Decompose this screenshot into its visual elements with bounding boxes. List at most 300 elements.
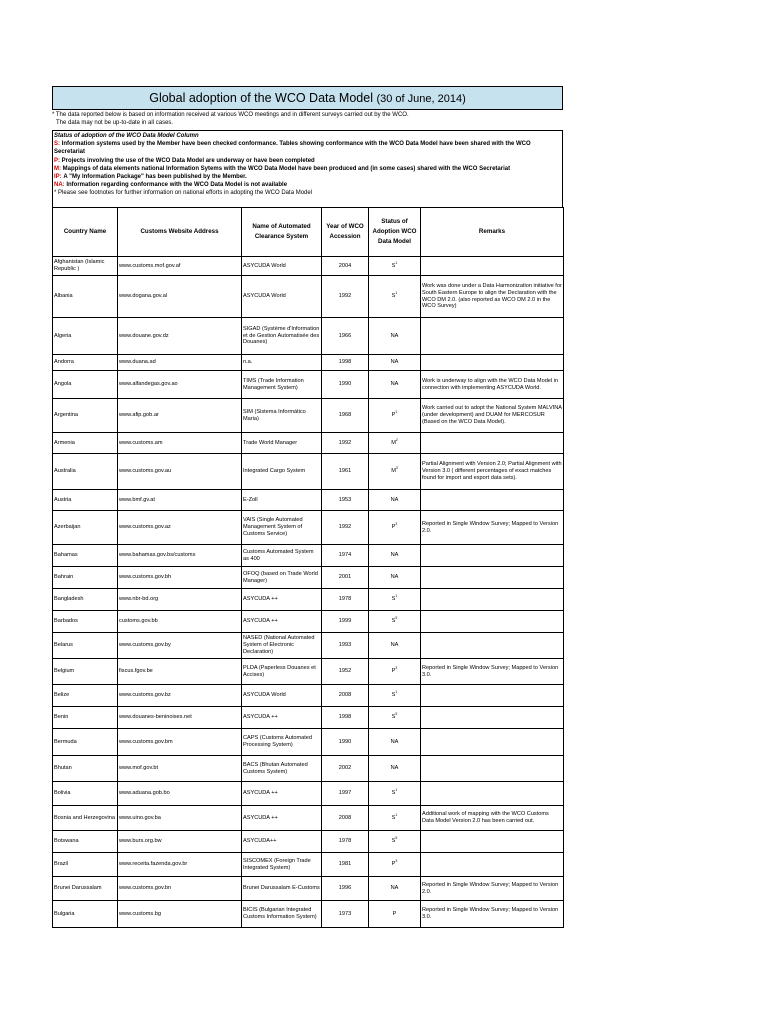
country-cell-text: Armenia [54,439,75,446]
remarks-cell [421,511,564,545]
website-cell [118,257,242,276]
year-cell [322,433,369,454]
year-cell [322,729,369,756]
year-cell-text: 1990 [338,381,352,388]
system-cell [242,433,322,454]
system-cell-text: TIMS (Trade Information Management System) [243,377,304,391]
website-cell [118,633,242,659]
remarks-cell [421,806,564,831]
website-cell [118,318,242,355]
website-cell-text: www.customs.mof.gov.af [119,262,181,269]
status-cell [369,567,421,589]
system-cell-text: ASYCUDA World [243,692,286,699]
country-cell-text: Bhutan [54,765,72,772]
year-cell-text: 2001 [338,574,352,581]
table-row [53,454,564,490]
remarks-cell-text: Additional work of mapping with the WCO Customs Data Model Version 2.0 has been carried out. [422,811,549,824]
system-cell [242,490,322,511]
country-cell-text: Bosnia and Herzegovina [54,814,115,821]
title-date: (30 of June, 2014) [376,93,466,105]
status-cell [369,707,421,729]
country-cell [53,901,118,928]
country-cell-text: Algeria [54,332,72,339]
website-cell [118,659,242,685]
status-cell-text: S [391,838,396,845]
system-cell-text: Customs Automated System as 400 [243,548,314,562]
website-cell-text: www.customs.gov.au [119,468,172,475]
website-cell-text: www.customs.gov.bh [119,574,172,581]
remarks-cell [421,611,564,633]
system-cell-text: NASED (National Automated System of Electronic Declaration) [243,635,315,655]
status-footnote-marker: 1 [395,260,398,265]
year-cell [322,685,369,707]
remarks-cell [421,659,564,685]
status-cell [369,685,421,707]
year-cell-text: 1953 [338,496,352,503]
website-cell [118,567,242,589]
country-cell-text: Belgium [54,668,75,675]
legend-heading: Status of adoption of the WCO Data Model Column [54,133,199,139]
country-cell [53,545,118,567]
status-cell-text: P [391,412,396,419]
website-cell-text: www.customs.gov.az [119,524,171,531]
status-cell-text: NA [390,359,399,366]
remarks-cell [421,877,564,901]
note-line: The data may not be up-to-date in all cases. [56,119,174,126]
remarks-cell [421,545,564,567]
system-cell-text: ASYCUDA World [243,262,286,269]
table-row [53,567,564,589]
table-row [53,371,564,399]
year-cell-text: 1978 [338,596,352,603]
status-cell-text: S [391,596,396,603]
system-cell [242,276,322,318]
status-cell-text: NA [390,642,399,649]
system-cell-text: ASYCUDA ++ [243,790,278,797]
system-cell [242,589,322,611]
website-cell [118,454,242,490]
status-cell-text: M [391,468,396,475]
year-cell [322,659,369,685]
remarks-cell [421,901,564,928]
country-cell [53,806,118,831]
status-cell [369,877,421,901]
country-cell-text: Botswana [54,838,79,845]
remarks-cell-text: Reported in Single Window Survey; Mapped to Version 3.0. [422,907,559,920]
year-cell [322,371,369,399]
legend-item-p: P: Projects involving the use of the WCO Data Model are underway or have been completed [54,157,315,164]
table-row [53,433,564,454]
website-cell-text: www.burs.org.bw [119,838,162,845]
status-footnote-marker: 5 [395,616,398,621]
website-cell-text: www.bahamas.gov.bs/customs [119,552,196,559]
website-cell-text: www.customs.gov.bz [119,692,171,699]
system-cell [242,685,322,707]
year-cell-text: 2008 [338,692,352,699]
status-cell-text: NA [390,552,399,559]
year-cell [322,589,369,611]
country-cell-text: Brazil [54,861,68,868]
remarks-cell [421,633,564,659]
status-footnote-marker: 5 [395,712,398,717]
system-cell [242,371,322,399]
website-cell [118,901,242,928]
status-cell-text: NA [390,765,399,772]
system-cell [242,257,322,276]
system-cell-text: ASYCUDA World [243,293,286,300]
header-status: Status of Adoption WCO Data Model [369,208,421,257]
status-cell [369,633,421,659]
system-cell-text: Trade World Manager [243,439,298,446]
website-cell [118,831,242,853]
system-cell-text: ASYCUDA ++ [243,714,278,721]
status-cell-text: P [391,668,396,675]
country-cell [53,589,118,611]
year-cell [322,611,369,633]
country-cell [53,371,118,399]
country-cell-text: Angola [54,381,72,388]
status-footnote-marker: 1 [395,812,398,817]
table-row [53,782,564,806]
table-row [53,589,564,611]
system-cell-text: VAIS (Single Automated Management System of Customs Service) [243,517,303,537]
year-cell-text: 1992 [338,439,352,446]
remarks-cell [421,685,564,707]
remarks-cell [421,729,564,756]
status-cell-text: NA [390,381,399,388]
country-cell [53,355,118,371]
year-cell [322,806,369,831]
remarks-cell [421,831,564,853]
status-cell-text: S [391,714,396,721]
status-footnote-marker: 1 [395,690,398,695]
remarks-cell [421,454,564,490]
country-cell [53,611,118,633]
status-cell-text: S [391,692,396,699]
website-cell-text: www.nbr-bd.org [119,596,159,603]
country-cell [53,490,118,511]
country-cell [53,685,118,707]
remarks-cell-text: Partial Alignment with Version 2.0; Partial Alignment with Version 3.0 ( different percentages of exact matches found for import and export data sets). [422,461,562,481]
year-cell [322,257,369,276]
remarks-cell [421,490,564,511]
system-cell [242,729,322,756]
header-country: Country Name [53,208,118,257]
country-cell [53,707,118,729]
year-cell-text: 1974 [338,552,352,559]
status-cell [369,318,421,355]
country-cell [53,659,118,685]
table-row [53,729,564,756]
country-cell-text: Albania [54,293,73,300]
legend-footnote: * Please see footnotes for further information on national efforts in adopting the WCO Data Model [54,190,313,197]
status-cell [369,257,421,276]
website-cell [118,611,242,633]
system-cell-text: CAPS (Customs Automated Processing System) [243,735,313,748]
website-cell-text: www.alfandegas.gov.ao [119,381,178,388]
country-cell-text: Azerbaijan [54,524,81,531]
website-cell-text: www.douanes-beninoises.net [119,714,192,721]
country-cell-text: Austria [54,496,72,503]
year-cell-text: 1998 [338,359,352,366]
country-cell-text: Bermuda [54,738,77,745]
status-cell-text: M [391,439,396,446]
website-cell [118,355,242,371]
status-cell [369,545,421,567]
remarks-cell-text: Work was done under a Data Harmonization initiative for South Eastern Europe to align the Declaration with the WCO DM 2.0. (also reported as WCO DM 2.0 in the WCO Survey) [422,282,562,310]
system-cell [242,877,322,901]
website-cell-text: www.bmf.gv.at [119,496,155,503]
remarks-cell [421,257,564,276]
status-footnote-marker: 1 [395,788,398,793]
remarks-cell-text: Reported in Single Window Survey; Mapped to Version 2.0. [422,881,559,895]
country-cell-text: Brunei Darussalam [54,885,102,892]
system-cell [242,454,322,490]
table-row [53,399,564,433]
status-footnote-marker: 3 [395,859,398,864]
system-cell [242,633,322,659]
table-row [53,901,564,928]
table-row [53,276,564,318]
system-cell [242,806,322,831]
adoption-table [52,207,564,928]
year-cell-text: 1966 [338,332,352,339]
country-cell-text: Australia [54,468,76,475]
status-cell-text: S [391,790,396,797]
system-cell [242,756,322,782]
system-cell-text: E-Zoll [243,496,258,503]
status-cell [369,853,421,877]
country-cell [53,511,118,545]
remarks-cell-text: Work is underway to align with the WCO Data Model in connection with implementing ASYCUDA World. [422,377,559,391]
table-row [53,511,564,545]
status-cell [369,589,421,611]
system-cell-text: SISCOMEX (Foreign Trade Integrated System) [243,857,311,871]
year-cell [322,707,369,729]
country-cell [53,831,118,853]
system-cell-text: PLDA (Paperless Douanes et Accises) [243,664,316,678]
system-cell-text: SIGAD (Système d'Information et de Gestion Automatisée des Douanes) [243,325,320,346]
year-cell [322,276,369,318]
website-cell-text: www.uino.gov.ba [119,814,161,821]
status-cell [369,901,421,928]
country-cell [53,276,118,318]
system-cell [242,782,322,806]
remarks-cell [421,355,564,371]
year-cell [322,355,369,371]
website-cell [118,371,242,399]
title-main: Global adoption of the WCO Data Model [149,91,373,105]
website-cell [118,490,242,511]
year-cell-text: 2002 [338,765,352,772]
website-cell-text: www.douane.gov.dz [119,332,169,339]
status-cell-text: NA [390,738,399,745]
year-cell [322,318,369,355]
status-footnote-marker: 1 [395,410,398,415]
country-cell [53,729,118,756]
notes [52,112,572,127]
country-cell [53,399,118,433]
year-cell-text: 2008 [338,814,352,821]
system-cell-text: n.a. [243,359,253,366]
document-title [52,86,563,110]
status-cell [369,276,421,318]
status-cell-text: P [391,861,396,868]
remarks-cell [421,399,564,433]
table-header-row [53,208,564,257]
country-cell-text: Belize [54,692,70,699]
year-cell [322,399,369,433]
status-footnote-marker: 2 [395,437,398,442]
country-cell-text: Afghanistan (Islamic Republic ) [54,259,105,272]
remarks-cell [421,433,564,454]
table-row [53,806,564,831]
system-cell-text: ASYCUDA ++ [243,814,278,821]
status-cell-text: S [391,618,396,625]
header-year: Year of WCO Accession [322,208,369,257]
year-cell [322,454,369,490]
website-cell [118,729,242,756]
year-cell [322,901,369,928]
table-row [53,831,564,853]
status-cell [369,756,421,782]
status-footnote-marker: 3 [395,666,398,671]
country-cell-text: Bolivia [54,790,71,797]
status-cell-text: NA [390,496,399,503]
status-cell-text: S [391,814,396,821]
year-cell [322,877,369,901]
website-cell [118,853,242,877]
country-cell-text: Andorra [54,359,74,366]
country-cell-text: Bahamas [54,552,78,559]
year-cell-text: 1997 [338,790,352,797]
remarks-cell [421,853,564,877]
status-cell [369,806,421,831]
legend-item-na: NA: Information regarding conformance with the WCO Data Model is not available [54,182,288,189]
header-remarks: Remarks [421,208,564,257]
country-cell [53,782,118,806]
year-cell-text: 1999 [338,618,352,625]
note-line: * The data reported below is based on information received at various WCO meetings and in different surveys carried out by the WCO. [52,112,409,118]
status-cell [369,831,421,853]
system-cell-text: SIM (Sistema Informático Maria) [243,408,306,422]
status-footnote-marker: 5 [395,836,398,841]
year-cell-text: 1990 [338,738,352,745]
status-cell-text: S [391,262,396,269]
status-footnote-marker: 1 [395,594,398,599]
website-cell [118,545,242,567]
table-row [53,545,564,567]
country-cell [53,877,118,901]
website-cell [118,877,242,901]
table-row [53,611,564,633]
system-cell [242,659,322,685]
status-cell [369,355,421,371]
status-cell [369,433,421,454]
website-cell-text: www.customs.gov.bm [119,738,173,745]
website-cell-text: www.aduana.gob.bo [119,790,170,797]
country-cell [53,257,118,276]
system-cell-text: ASYCUDA++ [243,838,277,845]
header-website: Customs Website Address [118,208,242,257]
status-cell-text: P [391,524,396,531]
website-cell [118,756,242,782]
status-cell-text: NA [390,332,399,339]
system-cell [242,611,322,633]
system-cell [242,853,322,877]
website-cell [118,511,242,545]
remarks-cell [421,589,564,611]
table-row [53,756,564,782]
website-cell [118,707,242,729]
website-cell-text: customs.gov.bb [119,618,158,625]
website-cell-text: www.customs.am [119,439,163,446]
status-cell [369,611,421,633]
year-cell-text: 2004 [338,262,352,269]
year-cell-text: 1978 [338,838,352,845]
website-cell [118,276,242,318]
table-row [53,257,564,276]
status-cell [369,399,421,433]
website-cell-text: www.customs.gov.by [119,642,171,649]
status-footnote-marker: 1 [395,291,398,296]
table-row [53,659,564,685]
table-row [53,685,564,707]
status-cell [369,511,421,545]
status-cell [369,729,421,756]
year-cell-text: 1996 [338,885,352,892]
remarks-cell [421,567,564,589]
legend-item-ip: IP: A "My Information Package" has been published by the Member. [54,174,247,181]
table-row [53,853,564,877]
system-cell [242,355,322,371]
table-row [53,707,564,729]
year-cell [322,782,369,806]
year-cell-text: 1998 [338,714,352,721]
year-cell [322,490,369,511]
country-cell-text: Argentina [54,412,78,419]
country-cell-text: Barbados [54,618,78,625]
website-cell [118,399,242,433]
year-cell-text: 1992 [338,524,352,531]
remarks-cell-text: Reported in Single Window Survey; Mapped to Version 2.0. [422,520,559,534]
country-cell [53,318,118,355]
website-cell [118,685,242,707]
remarks-cell-text: Work carried out to adopt the National System MALVINA (under development) and DUAM for MERCOSUR (Based on the WCO Data Model). [422,405,562,425]
website-cell-text: www.afip.gob.ar [119,412,159,419]
table-row [53,355,564,371]
website-cell-text: www.mof.gov.bt [119,765,159,772]
system-cell [242,707,322,729]
year-cell [322,831,369,853]
system-cell [242,567,322,589]
year-cell-text: 1993 [338,642,352,649]
system-cell [242,831,322,853]
system-cell [242,318,322,355]
year-cell-text: 1981 [338,861,352,868]
country-cell [53,454,118,490]
status-cell-text: NA [390,885,399,892]
system-cell-text: OFOQ (based on Trade World Manager) [243,570,318,584]
remarks-cell [421,782,564,806]
country-cell-text: Bahrain [54,574,74,581]
website-cell [118,782,242,806]
status-legend [52,130,563,208]
system-cell [242,511,322,545]
table-row [53,633,564,659]
website-cell-text: www.duana.ad [119,359,156,366]
system-cell-text: Brunei Darussalam E-Customs [243,885,320,892]
